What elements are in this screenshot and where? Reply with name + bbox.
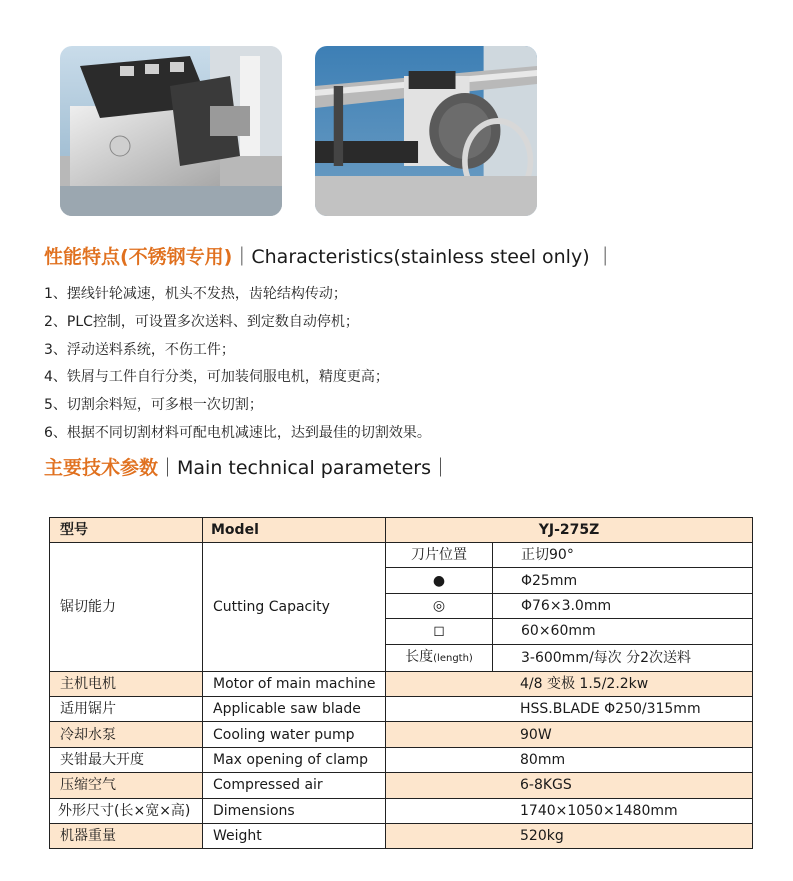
spec-label-cn: 主机电机 xyxy=(50,671,203,696)
spec-value: 520kg xyxy=(386,823,753,848)
spec-value: 1740×1050×1480mm xyxy=(386,798,753,823)
table-row xyxy=(50,722,753,747)
table-row xyxy=(50,747,753,772)
capacity-value: Φ25mm xyxy=(493,568,753,593)
solid-circle-icon: ● xyxy=(386,568,493,593)
cutting-capacity-label-en: Cutting Capacity xyxy=(203,543,386,672)
model-label-cn: 型号 xyxy=(50,518,203,543)
feature-item: 1、摆线针轮减速，机头不发热，齿轮结构传动； xyxy=(44,286,347,302)
cutting-capacity-label-cn: 锯切能力 xyxy=(50,543,203,672)
spec-label-cn: 机器重量 xyxy=(50,823,203,848)
length-key-cn: 长度 xyxy=(405,648,434,665)
spec-value: 90W xyxy=(386,722,753,747)
spec-label-cn: 适用锯片 xyxy=(50,696,203,721)
spec-label-en: Motor of main machine xyxy=(203,671,386,696)
spec-label-en: Weight xyxy=(203,823,386,848)
capacity-value: Φ76×3.0mm xyxy=(493,593,753,618)
spec-label-en: Compressed air xyxy=(203,773,386,798)
capacity-value: 60×60mm xyxy=(493,619,753,644)
characteristics-heading xyxy=(44,242,615,269)
model-label-en: Model xyxy=(203,518,386,543)
capacity-value: 3-600mm/每次 分2次送料 xyxy=(493,644,753,671)
table-row xyxy=(50,798,753,823)
feature-item: 3、浮动送料系统，不伤工件； xyxy=(44,341,235,358)
length-key-en: (length) xyxy=(433,652,473,664)
spec-value: 6-8KGS xyxy=(386,773,753,798)
spec-label-en: Cooling water pump xyxy=(203,722,386,747)
table-row xyxy=(50,543,753,568)
spec-value: 4/8 变极 1.5/2.2kw xyxy=(386,671,753,696)
parameters-heading-cn: 主要技术参数 xyxy=(44,457,159,479)
feature-item: 4、铁屑与工件自行分类，可加装伺服电机，精度更高； xyxy=(44,369,389,386)
machine-feeder-photo xyxy=(315,46,537,216)
tube-circle-icon: ◎ xyxy=(386,593,493,618)
feature-list xyxy=(44,284,431,451)
feature-item: 2、PLC控制，可设置多次送料、到定数自动停机； xyxy=(44,313,359,330)
spec-label-en: Dimensions xyxy=(203,798,386,823)
spec-value: HSS.BLADE Φ250/315mm xyxy=(386,696,753,721)
table-row xyxy=(50,696,753,721)
table-header-row xyxy=(50,518,753,543)
parameters-heading-en: ｜Main technical parameters｜ xyxy=(158,457,450,479)
spec-label-cn: 外形尺寸(长×宽×高) xyxy=(50,798,203,823)
table-row xyxy=(50,671,753,696)
spec-label-cn: 冷却水泵 xyxy=(50,722,203,747)
feature-item: 6、根据不同切割材料可配电机减速比，达到最佳的切割效果。 xyxy=(44,424,431,441)
capacity-value: 正切90° xyxy=(493,543,753,568)
feature-item: 5、切割余料短，可多根一次切割； xyxy=(44,397,263,414)
capacity-key: 刀片位置 xyxy=(386,543,493,568)
model-value: YJ-275Z xyxy=(386,518,753,543)
spec-label-cn: 夹钳最大开度 xyxy=(50,747,203,772)
table-row xyxy=(50,823,753,848)
characteristics-heading-en: ｜Characteristics(stainless steel only) ｜ xyxy=(232,246,615,268)
machine-clamp-photo xyxy=(60,46,282,216)
spec-label-en: Max opening of clamp xyxy=(203,747,386,772)
spec-table xyxy=(49,517,753,849)
spec-label-cn: 压缩空气 xyxy=(50,773,203,798)
spec-label-en: Applicable saw blade xyxy=(203,696,386,721)
table-row xyxy=(50,773,753,798)
length-key xyxy=(386,644,493,671)
parameters-heading xyxy=(44,453,450,480)
characteristics-heading-cn: 性能特点(不锈钢专用) xyxy=(44,246,233,268)
spec-value: 80mm xyxy=(386,747,753,772)
square-tube-icon: ◻ xyxy=(386,619,493,644)
